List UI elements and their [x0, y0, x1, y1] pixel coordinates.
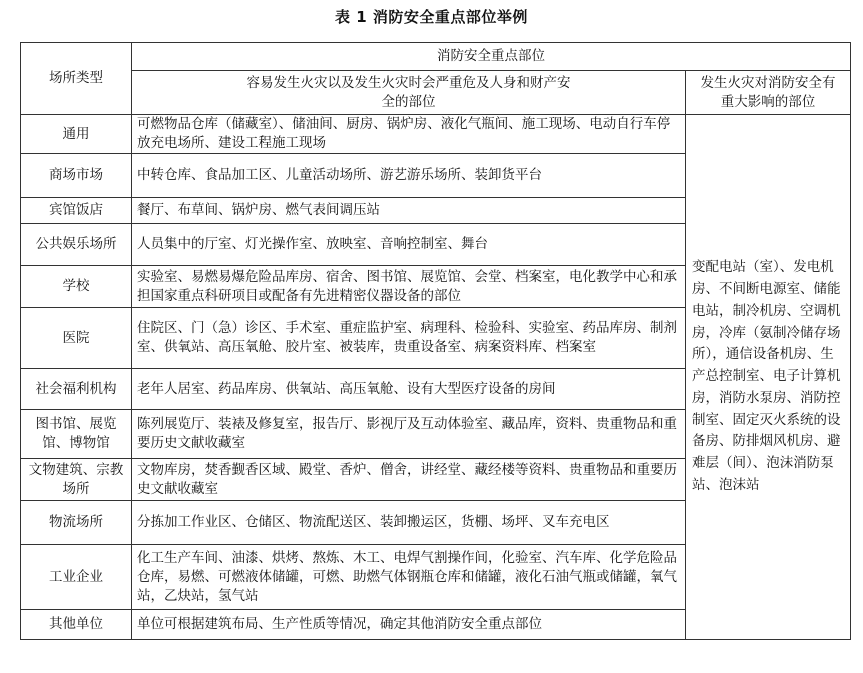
- row-parts-welfare: 老年人居室、药品库房、供氧站、高压氧舱、设有大型医疗设备的房间: [132, 369, 686, 410]
- row-type-logistics: 物流场所: [21, 501, 132, 545]
- row-parts-logistics: 分拣加工作业区、仓储区、物流配送区、装卸搬运区，货棚、场坪、叉车充电区: [132, 501, 686, 545]
- row-type-other: 其他单位: [21, 610, 132, 640]
- row-type-hospital: 医院: [21, 308, 132, 369]
- row-parts-industrial: 化工生产车间、油漆、烘烤、熬炼、木工、电焊气割操作间，化验室、汽车库、化学危险品仓库，易燃、可燃液体储罐，可燃、助燃气体钢瓶仓库和储罐，液化石油气瓶或储罐，氧气站，乙炔站，氢气站: [132, 545, 686, 610]
- row-parts-general: 可燃物品仓库（储藏室）、储油间、厨房、锅炉房、液化气瓶间、施工现场、电动自行车停放充电场所、建设工程施工现场: [132, 115, 686, 154]
- row-type-welfare: 社会福利机构: [21, 369, 132, 410]
- major-impact-parts-cell: 变配电站（室）、发电机房、不间断电源室、储能电站，制冷机房、空调机房，冷库（氨制冷储存场所），通信设备机房、生产总控制室、电子计算机房，消防水泵房、消防控制室、固定灭火系统的设备房、防排烟风机房、避难层（间）、泡沫消防泵站、泡沫站: [686, 115, 851, 640]
- row-type-hotel: 宾馆饭店: [21, 198, 132, 224]
- row-parts-entertainment: 人员集中的厅室、灯光操作室、放映室、音响控制室、舞台: [132, 224, 686, 266]
- row-type-general: 通用: [21, 115, 132, 154]
- row-parts-other: 单位可根据建筑布局、生产性质等情况，确定其他消防安全重点部位: [132, 610, 686, 640]
- row-parts-heritage-religious: 文物库房，焚香觐香区域、殿堂、香炉、僧舍，讲经堂、藏经楼等资料、贵重物品和重要历史文献收藏室: [132, 459, 686, 501]
- row-parts-mall: 中转仓库、食品加工区、儿童活动场所、游艺游乐场所、装卸货平台: [132, 154, 686, 198]
- table-title: 表 1 消防安全重点部位举例: [335, 8, 528, 26]
- row-parts-hospital: 住院区、门（急）诊区、手术室、重症监护室、病理科、检验科、实验室、药品库房、制剂室、供氧站、高压氧舱、胶片室、被装库，贵重设备室、病案资料库、档案室: [132, 308, 686, 369]
- row-type-entertainment: 公共娱乐场所: [21, 224, 132, 266]
- header-easy-fire-parts: 容易发生火灾以及发生火灾时会严重危及人身和财产安全的部位: [132, 71, 686, 115]
- row-parts-hotel: 餐厅、布草间、锅炉房、燃气表间调压站: [132, 198, 686, 224]
- header-key-parts: 消防安全重点部位: [132, 43, 851, 71]
- row-parts-school: 实验室、易燃易爆危险品库房、宿舍、图书馆、展览馆、会堂、档案室，电化教学中心和承担国家重点科研项目或配备有先进精密仪器设备的部位: [132, 266, 686, 308]
- header-major-impact-parts: 发生火灾对消防安全有重大影响的部位: [686, 71, 851, 115]
- row-type-heritage-religious: 文物建筑、宗教场所: [21, 459, 132, 501]
- row-type-library-museum: 图书馆、展览馆、博物馆: [21, 410, 132, 459]
- row-type-industrial: 工业企业: [21, 545, 132, 610]
- row-type-school: 学校: [21, 266, 132, 308]
- header-venue-type: 场所类型: [21, 43, 132, 115]
- row-type-mall: 商场市场: [21, 154, 132, 198]
- row-parts-library-museum: 陈列展览厅、装裱及修复室，报告厅、影视厅及互动体验室、藏品库，资料、贵重物品和重要历史文献收藏室: [132, 410, 686, 459]
- fire-safety-key-parts-table: [20, 42, 851, 640]
